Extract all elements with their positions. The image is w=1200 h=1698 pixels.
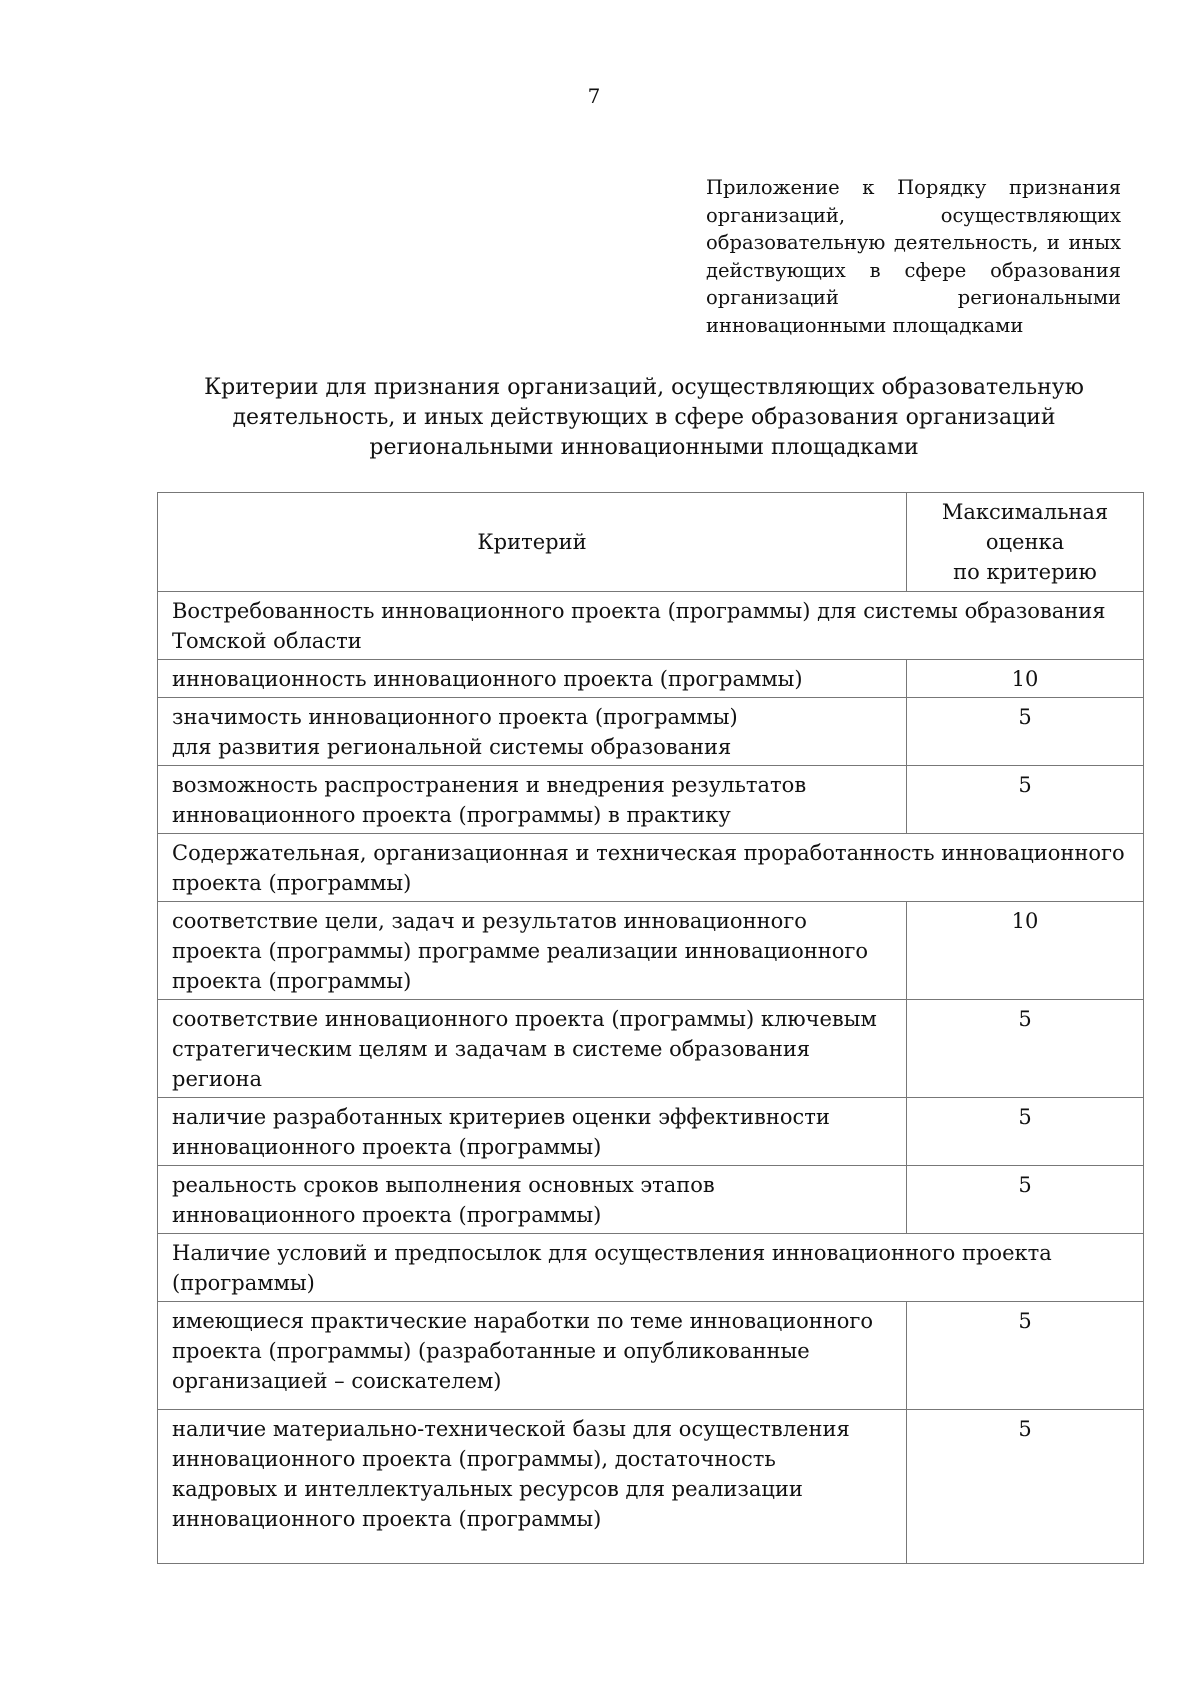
criterion-cell [158,902,907,1000]
criterion-line: наличие разработанных критериев оценки эффективности [172,1105,830,1129]
criterion-line: проекта (программы) программе реализации инновационного [172,939,869,963]
appendix-line: организаций региональными [706,286,1121,309]
appendix-line: организаций, осуществляющих [706,203,1121,227]
section-row [158,592,1144,660]
table-row [158,1000,1144,1098]
title-line: деятельность, и иных действующих в сфере образования организаций [232,405,1056,430]
criterion-cell [158,660,907,698]
table-header-row [158,493,1144,592]
criterion-line: инновационного проекта (программы) [172,1135,602,1159]
criterion-cell [158,1166,907,1234]
criterion-line: региона [172,1067,263,1091]
criterion-line: для развития региональной системы образования [172,735,732,759]
section-title [158,592,1144,660]
criterion-cell [158,1302,907,1410]
appendix-note [706,174,1121,339]
section-title [158,1234,1144,1302]
section-title-line: Содержательная, организационная и техническая проработанность инновационного [172,841,1125,865]
criterion-line: имеющиеся практические наработки по теме инновационного [172,1309,874,1333]
header-max-score-line: Максимальная [941,500,1109,524]
criterion-cell [158,1098,907,1166]
header-max-score [907,493,1144,592]
header-max-score-line: по критерию [953,560,1097,584]
criterion-cell [158,698,907,766]
section-title-line: Наличие условий и предпосылок для осуществления инновационного проекта [172,1241,1052,1265]
appendix-line: Приложение к Порядку признания [706,176,1121,199]
score-cell: 5 [907,1000,1144,1098]
score-cell: 5 [907,1302,1144,1410]
header-criterion: Критерий [158,493,907,592]
criterion-line: организацией – соискателем) [172,1369,502,1393]
table-row [158,1098,1144,1166]
criterion-line: инновационного проекта (программы) [172,1507,602,1531]
criterion-line: инновационного проекта (программы) в практику [172,803,731,827]
criteria-table [157,492,1144,1564]
header-max-score-line: оценка [985,530,1065,554]
criterion-line: инновационного проекта (программы), достаточность [172,1447,776,1471]
section-title-line: Востребованность инновационного проекта (программы) для системы образования [172,599,1106,623]
appendix-line: образовательную деятельность, и иных [706,231,1121,254]
table-row [158,902,1144,1000]
criterion-cell [158,1410,907,1564]
score-cell: 5 [907,1410,1144,1564]
appendix-line: инновационными площадками [706,313,1024,337]
table-row [158,660,1144,698]
criterion-line: стратегическим целям и задачам в системе образования [172,1037,811,1061]
table-row [158,1410,1144,1564]
criterion-line: наличие материально-технической базы для осуществления [172,1417,850,1441]
page-number: 7 [587,84,601,108]
title-line: Критерии для признания организаций, осуществляющих образовательную [204,375,1084,400]
criterion-line: инновационность инновационного проекта (программы) [172,667,803,691]
section-title-line: проекта (программы) [172,871,412,895]
table-row [158,1166,1144,1234]
criterion-line: возможность распространения и внедрения результатов [172,773,807,797]
criterion-cell [158,766,907,834]
criterion-line: проекта (программы) [172,969,412,993]
score-cell: 5 [907,1098,1144,1166]
table-row [158,698,1144,766]
document-title [160,373,1128,463]
appendix-line: действующих в сфере образования [706,258,1121,282]
score-cell: 5 [907,766,1144,834]
criterion-line: инновационного проекта (программы) [172,1203,602,1227]
table-row [158,766,1144,834]
criterion-cell [158,1000,907,1098]
criterion-line: соответствие инновационного проекта (программы) ключевым [172,1007,877,1031]
section-title-line: Томской области [172,629,362,653]
criterion-line: кадровых и интеллектуальных ресурсов для реализации [172,1477,803,1501]
criterion-line: реальность сроков выполнения основных этапов [172,1173,715,1197]
criterion-line: значимость инновационного проекта (программы) [172,705,738,729]
title-line: региональными инновационными площадками [369,435,919,460]
score-cell: 5 [907,1166,1144,1234]
table-row [158,1302,1144,1410]
section-title [158,834,1144,902]
criterion-line: проекта (программы) (разработанные и опубликованные [172,1339,810,1363]
score-cell: 5 [907,698,1144,766]
section-row [158,834,1144,902]
section-row [158,1234,1144,1302]
criterion-line: соответствие цели, задач и результатов инновационного [172,909,807,933]
score-cell: 10 [907,902,1144,1000]
section-title-line: (программы) [172,1271,315,1295]
score-cell: 10 [907,660,1144,698]
